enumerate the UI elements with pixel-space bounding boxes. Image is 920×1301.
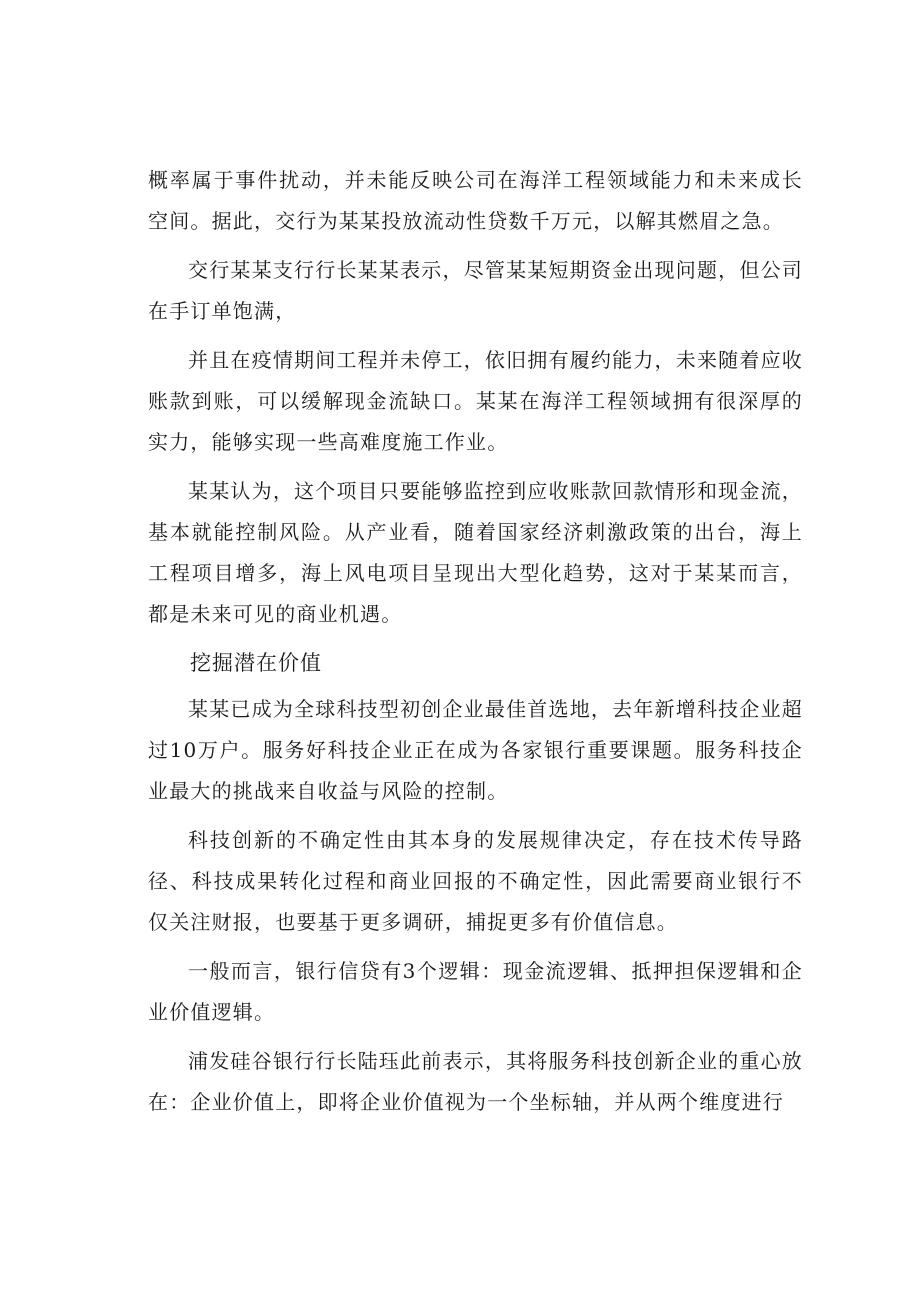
document-page (148, 160, 803, 1131)
paragraph-1: 概率属于事件扰动，并未能反映公司在海洋工程领域能力和未来成长空间。据此，交行为某某投放流动性贷数千万元，以解其燃眉之急。 (148, 168, 803, 233)
paragraph-2: 交行某某支行行长某某表示，尽管某某短期资金出现问题，但公司在手订单饱满， (148, 258, 803, 323)
paragraph-4: 某某认为，这个项目只要能够监控到应收账款回款情形和现金流，基本就能控制风险。从产业看，随着国家经济刺激政策的出台，海上工程项目增多，海上风电项目呈现出大型化趋势，这对于某某而言，都是未来可见的商业机遇。 (148, 479, 803, 626)
section-heading: 挖掘潜在价值 (190, 651, 322, 675)
paragraph-7: 一般而言，银行信贷有3个逻辑：现金流逻辑、抵押担保逻辑和企业价值逻辑。 (148, 959, 803, 1024)
paragraph-6: 科技创新的不确定性由其本身的发展规律决定，存在技术传导路径、科技成果转化过程和商业回报的不确定性，因此需要商业银行不仅关注财报，也要基于更多调研，捕捉更多有价值信息。 (148, 828, 803, 934)
paragraph-5: 某某已成为全球科技型初创企业最佳首选地，去年新增科技企业超过10万户。服务好科技企业正在成为各家银行重要课题。服务科技企业最大的挑战来自收益与风险的控制。 (148, 697, 803, 803)
paragraph-3: 并且在疫情期间工程并未停工，依旧拥有履约能力，未来随着应收账款到账，可以缓解现金流缺口。某某在海洋工程领域拥有很深厚的实力，能够实现一些高难度施工作业。 (148, 348, 803, 454)
paragraph-8: 浦发硅谷银行行长陆珏此前表示，其将服务科技创新企业的重心放在：企业价值上，即将企业价值视为一个坐标轴，并从两个维度进行 (148, 1049, 803, 1114)
